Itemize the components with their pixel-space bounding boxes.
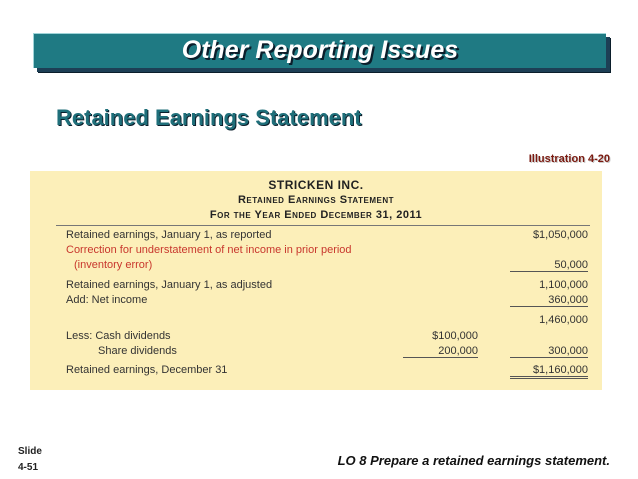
line-label: Correction for understatement of net income in prior period (66, 244, 352, 256)
line-label: (inventory error) (74, 259, 153, 271)
line-label: Retained earnings, January 1, as reported (66, 229, 272, 241)
line-subamount: 200,000 (403, 345, 478, 358)
line-label: Retained earnings, December 31 (66, 364, 228, 376)
statement-period: For the Year Ended December 31, 2011 (209, 209, 423, 221)
line-amount: 300,000 (510, 345, 588, 358)
line-amount: 1,100,000 (539, 279, 588, 291)
line-amount: 1,460,000 (539, 314, 588, 326)
line-subamount: $100,000 (432, 330, 478, 342)
line-label: Share dividends (98, 345, 177, 357)
statement-company: STRICKEN INC. (268, 178, 364, 192)
slide-title: Other Reporting Issues (181, 36, 459, 64)
retained-earnings-statement (30, 171, 602, 390)
line-label: Less: Cash dividends (66, 330, 171, 342)
line-label: Add: Net income (66, 294, 148, 306)
line-amount: 50,000 (510, 259, 588, 272)
slide-number (18, 444, 42, 476)
section-heading: Retained Earnings Statement (56, 105, 362, 130)
slide-number-value: 4-51 (18, 462, 39, 473)
slide-number-label: Slide (18, 446, 42, 457)
header-divider (56, 225, 590, 226)
statement-name: Retained Earnings Statement (237, 194, 394, 206)
learning-objective: LO 8 Prepare a retained earnings statement. (337, 453, 610, 468)
line-label: Retained earnings, January 1, as adjusted (66, 279, 273, 291)
line-amount: $1,050,000 (532, 229, 588, 241)
illustration-label: Illustration 4-20 (528, 153, 610, 165)
slide-title-bar (33, 33, 606, 68)
line-amount: 360,000 (510, 294, 588, 307)
line-total: $1,160,000 (510, 364, 588, 379)
